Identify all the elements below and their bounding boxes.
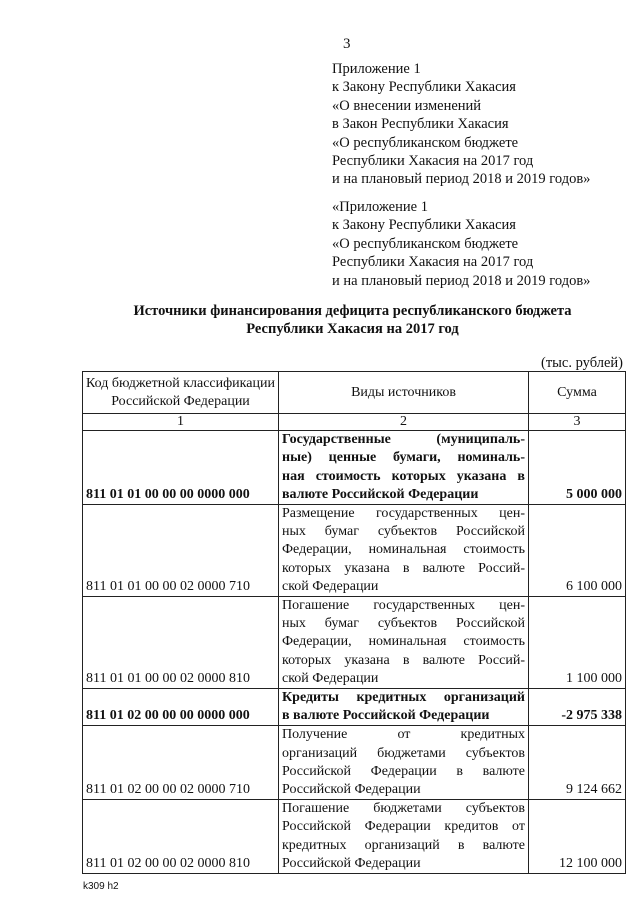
document-title-line: Республики Хакасия на 2017 год bbox=[246, 321, 459, 337]
source-description bbox=[279, 689, 529, 726]
source-description bbox=[279, 597, 529, 689]
column-number: 2 bbox=[279, 414, 529, 431]
amount-value: 1 100 000 bbox=[529, 597, 626, 689]
table-row bbox=[83, 431, 626, 505]
appendix-header-original bbox=[332, 198, 590, 290]
financing-sources-table bbox=[82, 371, 626, 874]
table-row bbox=[83, 597, 626, 689]
budget-classification-code: 811 01 01 00 00 02 0000 810 bbox=[83, 597, 279, 689]
column-header-sources: Виды источников bbox=[279, 372, 529, 414]
column-header-amount: Сумма bbox=[529, 372, 626, 414]
column-number-row bbox=[83, 414, 626, 431]
table-header-row bbox=[83, 372, 626, 414]
source-description-line: которых указана в валюте Россий- bbox=[282, 652, 525, 668]
appendix-line: «О республиканском бюджете bbox=[332, 235, 519, 252]
appendix-line: и на плановый период 2018 и 2019 годов» bbox=[332, 272, 591, 289]
budget-classification-code: 811 01 01 00 00 00 0000 000 bbox=[83, 431, 279, 505]
source-description-line: Российской Федерации в валюте bbox=[282, 763, 525, 779]
source-description-line: Федерации, номинальная стоимость bbox=[282, 542, 525, 558]
appendix-line: в Закон Республики Хакасия bbox=[332, 116, 509, 133]
source-description bbox=[279, 800, 529, 874]
document-title bbox=[80, 302, 625, 338]
budget-classification-code: 811 01 02 00 00 02 0000 710 bbox=[83, 726, 279, 800]
source-description-line: Погашение бюджетами субъектов bbox=[282, 801, 525, 817]
source-description-line: Российской Федерации bbox=[282, 782, 421, 798]
table-body bbox=[83, 431, 626, 874]
amount-value: 5 000 000 bbox=[529, 431, 626, 505]
appendix-line: к Закону Республики Хакасия bbox=[332, 79, 516, 96]
source-description-line: ные) ценные бумаги, номиналь- bbox=[282, 450, 525, 466]
source-description-line: ных бумаг субъектов Российской bbox=[282, 616, 525, 632]
source-description-line: Государственные (муниципаль- bbox=[282, 432, 525, 448]
source-description-line: которых указана в валюте Россий- bbox=[282, 560, 525, 576]
source-description-line: Кредиты кредитных организаций bbox=[282, 690, 525, 706]
source-description bbox=[279, 726, 529, 800]
source-description-line: Федерации, номинальная стоимость bbox=[282, 634, 525, 650]
table-row bbox=[83, 726, 626, 800]
budget-classification-code: 811 01 02 00 00 00 0000 000 bbox=[83, 689, 279, 726]
amount-value: -2 975 338 bbox=[529, 689, 626, 726]
table-row bbox=[83, 689, 626, 726]
source-description-line: Погашение государственных цен- bbox=[282, 598, 525, 614]
source-description bbox=[279, 505, 529, 597]
appendix-line: к Закону Республики Хакасия bbox=[332, 217, 516, 234]
source-description-line: Российской Федерации кредитов от bbox=[282, 819, 525, 835]
source-description-line: Размещение государственных цен- bbox=[282, 506, 525, 521]
source-description-line: Российской Федерации bbox=[282, 855, 421, 871]
amount-value: 12 100 000 bbox=[529, 800, 626, 874]
source-description-line: ской Федерации bbox=[282, 578, 379, 594]
footer-document-code: k309 h2 bbox=[83, 881, 119, 892]
appendix-line: «О внесении изменений bbox=[332, 97, 482, 114]
appendix-line: и на плановый период 2018 и 2019 годов» bbox=[332, 171, 591, 188]
source-description-line: валюте Российской Федерации bbox=[282, 486, 479, 502]
budget-classification-code: 811 01 02 00 00 02 0000 810 bbox=[83, 800, 279, 874]
appendix-line: «О республиканском бюджете bbox=[332, 134, 519, 151]
appendix-header-amendment bbox=[332, 60, 590, 189]
table-row bbox=[83, 800, 626, 874]
column-number: 1 bbox=[83, 414, 279, 431]
column-header-code: Код бюджетной классификации Российской Федерации bbox=[83, 372, 279, 414]
source-description-line: ная стоимость которых указана в bbox=[282, 468, 525, 484]
appendix-line: Республики Хакасия на 2017 год bbox=[332, 254, 534, 271]
units-note: (тыс. рублей) bbox=[541, 355, 623, 371]
source-description bbox=[279, 431, 529, 505]
appendix-line: «Приложение 1 bbox=[332, 199, 428, 215]
appendix-line: Республики Хакасия на 2017 год bbox=[332, 153, 534, 170]
source-description-line: в валюте Российской Федерации bbox=[282, 708, 490, 724]
source-description-line: ской Федерации bbox=[282, 670, 379, 686]
source-description-line: Получение от кредитных bbox=[282, 727, 525, 743]
source-description-line: кредитных организаций в валюте bbox=[282, 837, 525, 853]
source-description-line: ных бумаг субъектов Российской bbox=[282, 524, 525, 540]
page-number: 3 bbox=[343, 36, 351, 52]
budget-classification-code: 811 01 01 00 00 02 0000 710 bbox=[83, 505, 279, 597]
source-description-line: организаций бюджетами субъектов bbox=[282, 745, 525, 761]
amount-value: 6 100 000 bbox=[529, 505, 626, 597]
amount-value: 9 124 662 bbox=[529, 726, 626, 800]
table-row bbox=[83, 505, 626, 597]
document-title-line: Источники финансирования дефицита республиканского бюджета bbox=[133, 303, 572, 319]
column-number: 3 bbox=[529, 414, 626, 431]
appendix-line: Приложение 1 bbox=[332, 61, 421, 77]
